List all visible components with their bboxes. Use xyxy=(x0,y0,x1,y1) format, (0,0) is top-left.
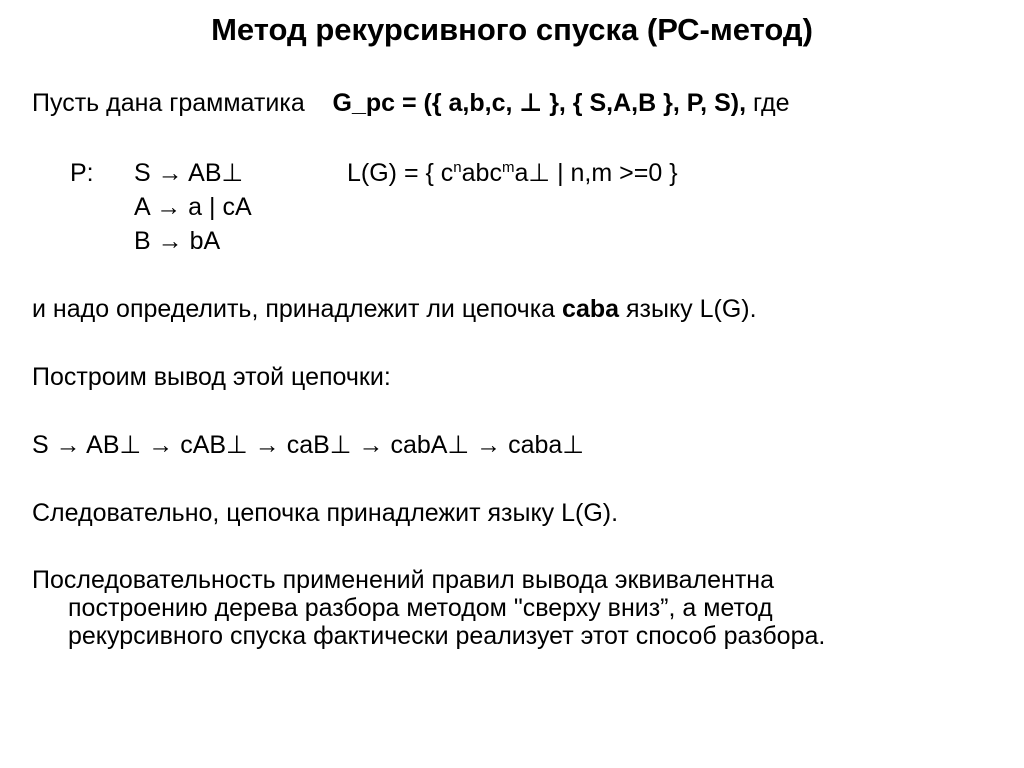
rules-label: P: xyxy=(70,159,94,187)
language-definition xyxy=(347,158,678,188)
build-heading: Построим вывод этой цепочки: xyxy=(32,363,391,391)
conclusion-line: Следовательно, цепочка принадлежит языку L(G). xyxy=(32,499,619,527)
derivation-chain: S → AB⊥ → cAB⊥ → caB⊥ → cabA⊥ → caba⊥ xyxy=(32,431,585,459)
rule-a: A → a | cA xyxy=(134,193,252,221)
rule-b: B → bA xyxy=(134,227,221,255)
language-suffix: a⊥ | n,m >=0 } xyxy=(514,159,678,187)
target-word: caba xyxy=(562,295,620,323)
intro-suffix: где xyxy=(752,89,790,117)
exponent-m: m xyxy=(501,159,515,176)
intro-prefix: Пусть дана грамматика xyxy=(32,89,305,117)
language-mid: abc xyxy=(461,159,502,187)
slide-title: Метод рекурсивного спуска (РС-метод) xyxy=(211,12,813,47)
grammar-intro xyxy=(32,88,789,118)
grammar-definition: G_рс = ({ a,b,c, ⊥ }, { S,A,B }, P, S), xyxy=(332,89,747,117)
paragraph-line-2: построению дерева разбора методом "сверху вниз”, а метод xyxy=(68,594,773,622)
summary-paragraph xyxy=(32,566,972,650)
exponent-n: n xyxy=(453,159,462,176)
paragraph-line-3: рекурсивного спуска фактически реализует этот способ разбора. xyxy=(68,622,826,650)
paragraph-line-1: Последовательность применений правил вывода эквивалентна xyxy=(32,566,775,594)
rule-s: S → AB⊥ xyxy=(134,159,244,187)
language-prefix: L(G) = { c xyxy=(347,159,454,187)
question-suffix: языку L(G). xyxy=(625,295,757,323)
question-prefix: и надо определить, принадлежит ли цепочка xyxy=(32,295,556,323)
question-line xyxy=(32,294,757,324)
